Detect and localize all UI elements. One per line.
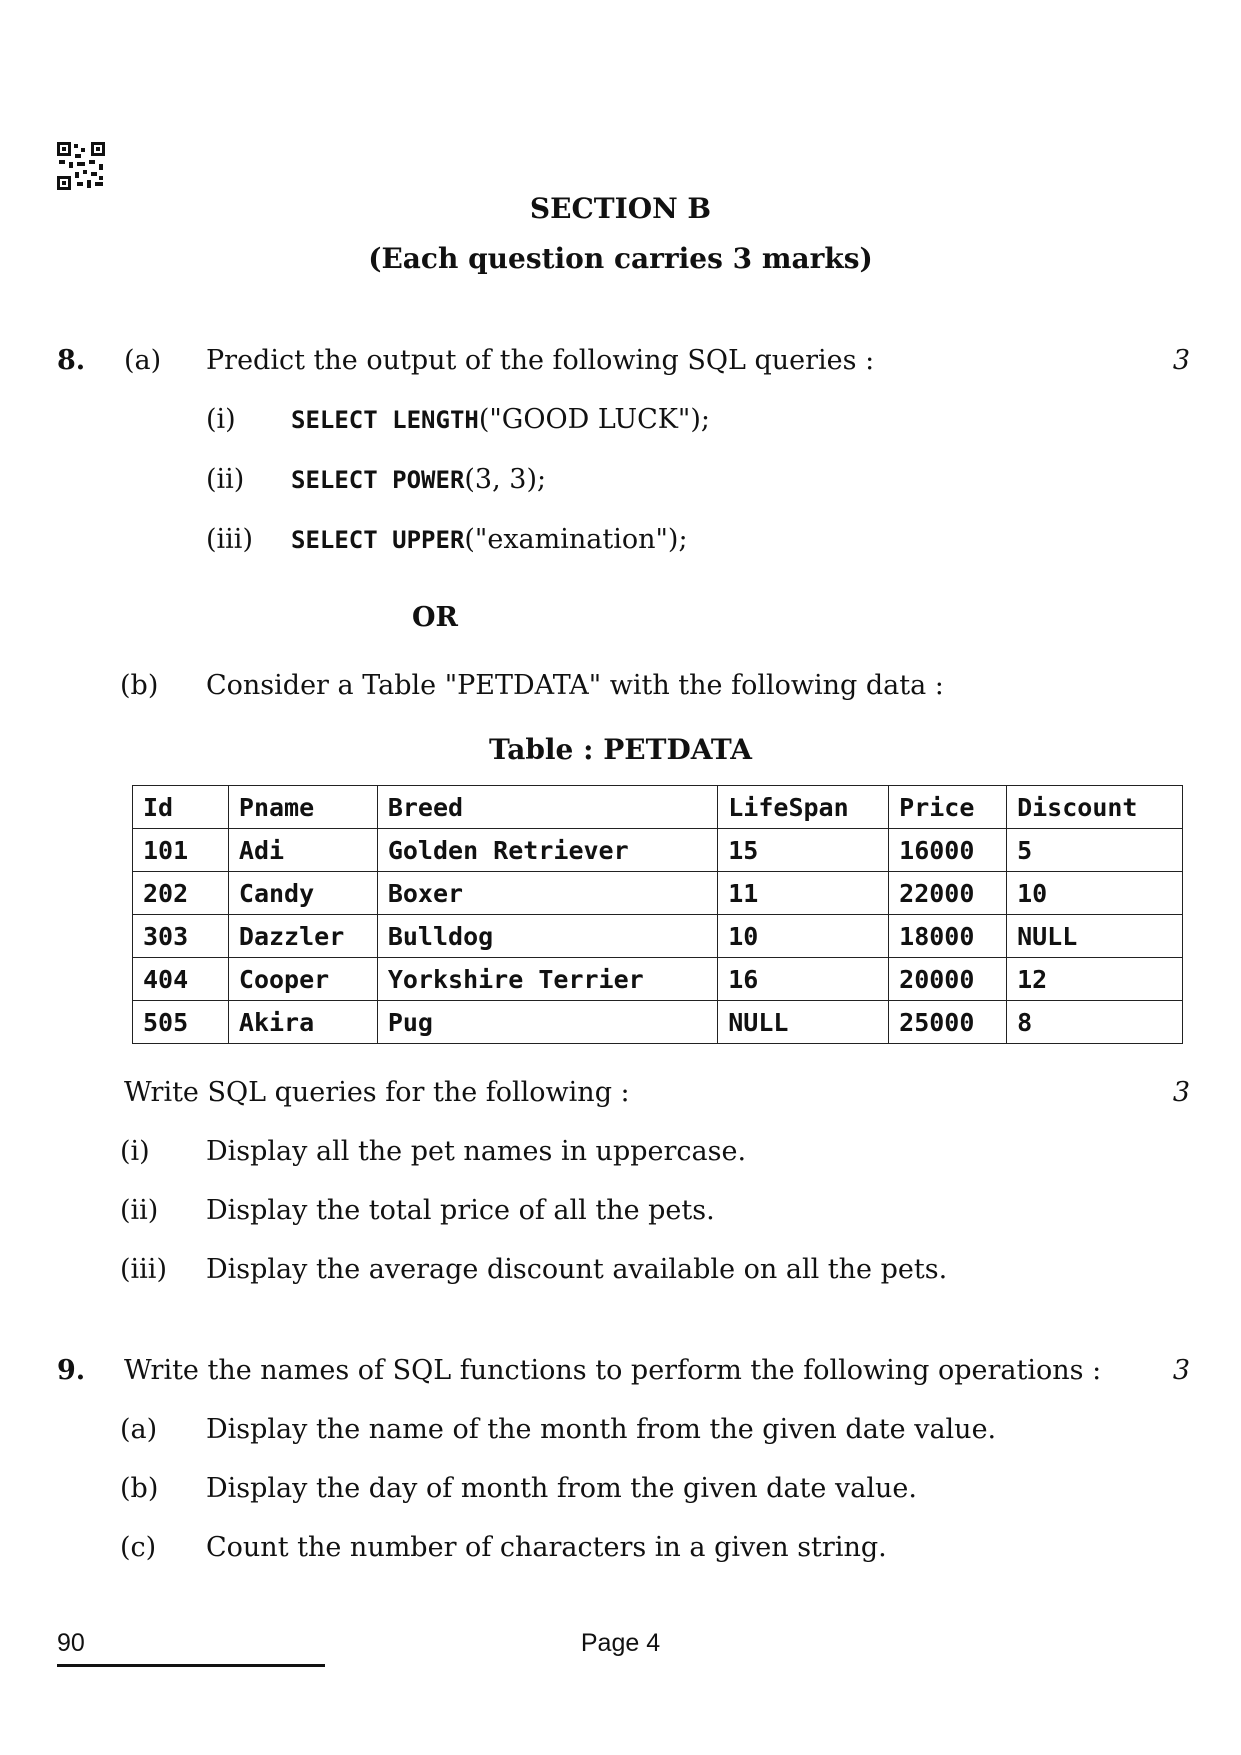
column-header: Pname — [228, 786, 377, 829]
table-cell: Golden Retriever — [377, 829, 717, 872]
q9-item-label: (b) — [120, 1473, 159, 1504]
table-cell: 20000 — [889, 958, 1007, 1001]
table-cell: Yorkshire Terrier — [377, 958, 717, 1001]
table-row — [133, 1001, 1183, 1044]
sql-args: ("GOOD LUCK"); — [478, 404, 710, 435]
table-cell: Cooper — [228, 958, 377, 1001]
table-cell: Pug — [377, 1001, 717, 1044]
q8-part-a-label: (a) — [124, 345, 162, 376]
table-header-row — [133, 786, 1183, 829]
sql-code: SELECT POWER — [291, 466, 465, 494]
footer-rule — [57, 1664, 325, 1667]
column-header: Price — [889, 786, 1007, 829]
table-cell: Adi — [228, 829, 377, 872]
table-caption: Table : PETDATA — [489, 733, 752, 766]
table-cell: Akira — [228, 1001, 377, 1044]
q9-item-label: (a) — [120, 1414, 158, 1445]
q8-b-item-text: Display the average discount available on all the pets. — [206, 1254, 948, 1285]
q8-a-item-label: (ii) — [206, 464, 245, 495]
q8-a-marks: 3 — [1172, 345, 1190, 376]
q8-a-query-1 — [291, 404, 710, 435]
table-cell: 11 — [718, 872, 889, 915]
q8-b-item-label: (ii) — [120, 1195, 159, 1226]
table-row — [133, 915, 1183, 958]
q8-b-item-text: Display all the pet names in uppercase. — [206, 1136, 747, 1167]
page-number: Page 4 — [580, 1629, 661, 1657]
q9-item-label: (c) — [120, 1532, 157, 1563]
table-cell: NULL — [718, 1001, 889, 1044]
table-cell: 8 — [1007, 1001, 1183, 1044]
section-subtitle: (Each question carries 3 marks) — [368, 242, 873, 275]
table-cell: Dazzler — [228, 915, 377, 958]
or-separator: OR — [412, 602, 458, 633]
table-cell: 10 — [718, 915, 889, 958]
q8-a-item-label: (i) — [206, 404, 236, 435]
q8-b-item-label: (i) — [120, 1136, 150, 1167]
column-header: Discount — [1007, 786, 1183, 829]
table-cell: 505 — [133, 1001, 229, 1044]
q8-a-item-label: (iii) — [206, 524, 253, 555]
qr-code-icon — [57, 142, 105, 190]
q8-b-instruction: Write SQL queries for the following : — [124, 1077, 630, 1108]
q8-a-query-3 — [291, 524, 688, 555]
column-header: Breed — [377, 786, 717, 829]
table-cell: 15 — [718, 829, 889, 872]
table-cell: 18000 — [889, 915, 1007, 958]
table-cell: Boxer — [377, 872, 717, 915]
q8-b-marks: 3 — [1172, 1077, 1190, 1108]
question-number-8: 8. — [57, 345, 86, 376]
q8-part-b-label: (b) — [120, 670, 159, 701]
q9-text: Write the names of SQL functions to perform the following operations : — [124, 1355, 1102, 1386]
table-cell: 16 — [718, 958, 889, 1001]
section-title: SECTION B — [529, 192, 712, 225]
q8-b-item-label: (iii) — [120, 1254, 167, 1285]
table-row — [133, 829, 1183, 872]
q8-b-item-text: Display the total price of all the pets. — [206, 1195, 715, 1226]
q9-item-text: Display the day of month from the given date value. — [206, 1473, 917, 1504]
table-cell: Candy — [228, 872, 377, 915]
table-cell: Bulldog — [377, 915, 717, 958]
table-cell: 25000 — [889, 1001, 1007, 1044]
q9-item-text: Display the name of the month from the given date value. — [206, 1414, 997, 1445]
table-cell: 10 — [1007, 872, 1183, 915]
table-cell: NULL — [1007, 915, 1183, 958]
q9-marks: 3 — [1172, 1355, 1190, 1386]
table-cell: 22000 — [889, 872, 1007, 915]
petdata-table — [132, 785, 1183, 1044]
column-header: Id — [133, 786, 229, 829]
q8-part-b-text: Consider a Table "PETDATA" with the following data : — [206, 670, 944, 701]
q9-item-text: Count the number of characters in a given string. — [206, 1532, 887, 1563]
sql-args: ("examination"); — [464, 524, 688, 555]
paper-code: 90 — [57, 1629, 85, 1657]
table-cell: 12 — [1007, 958, 1183, 1001]
table-cell: 101 — [133, 829, 229, 872]
q8-a-query-2 — [291, 464, 546, 495]
table-cell: 303 — [133, 915, 229, 958]
table-row — [133, 872, 1183, 915]
table-row — [133, 958, 1183, 1001]
q8-part-a-text: Predict the output of the following SQL queries : — [206, 345, 875, 376]
sql-code: SELECT LENGTH — [291, 406, 479, 434]
sql-code: SELECT UPPER — [291, 526, 465, 554]
column-header: LifeSpan — [718, 786, 889, 829]
sql-args: (3, 3); — [464, 464, 547, 495]
table-cell: 202 — [133, 872, 229, 915]
table-cell: 16000 — [889, 829, 1007, 872]
question-number-9: 9. — [57, 1355, 86, 1386]
table-cell: 404 — [133, 958, 229, 1001]
table-cell: 5 — [1007, 829, 1183, 872]
